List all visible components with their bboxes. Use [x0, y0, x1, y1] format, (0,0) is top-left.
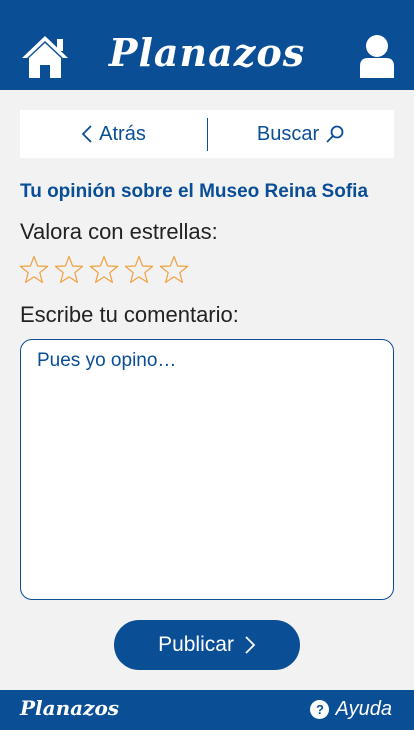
star-icon[interactable]: [159, 255, 189, 285]
chevron-left-icon: [81, 124, 93, 144]
help-icon: ?: [310, 700, 329, 719]
comment-input[interactable]: [20, 339, 394, 600]
help-label: Ayuda: [335, 698, 392, 720]
publish-button[interactable]: [114, 620, 300, 670]
footer-logo: Planazos: [20, 696, 120, 720]
star-rating: [19, 255, 194, 287]
star-icon[interactable]: [54, 255, 84, 285]
app-footer: [0, 690, 414, 730]
comment-label: Escribe tu comentario:: [20, 302, 239, 327]
app-header: [0, 0, 414, 90]
nav-bar: [20, 110, 394, 158]
star-icon[interactable]: [124, 255, 154, 285]
search-button[interactable]: [208, 110, 394, 158]
search-label: Buscar: [256, 122, 320, 145]
help-button[interactable]: [310, 698, 392, 721]
rating-label: Valora con estrellas:: [20, 219, 218, 244]
back-button[interactable]: [20, 110, 207, 158]
page-title: Tu opinión sobre el Museo Reina Sofia: [20, 181, 369, 202]
app-logo: Planazos: [108, 30, 306, 75]
search-icon: [325, 124, 345, 144]
star-icon[interactable]: [89, 255, 119, 285]
user-icon[interactable]: [358, 34, 396, 80]
home-icon[interactable]: [20, 34, 70, 80]
publish-label: Publicar: [158, 633, 234, 656]
star-icon[interactable]: [19, 255, 49, 285]
chevron-right-icon: [244, 635, 256, 655]
back-label: Atrás: [99, 122, 146, 145]
